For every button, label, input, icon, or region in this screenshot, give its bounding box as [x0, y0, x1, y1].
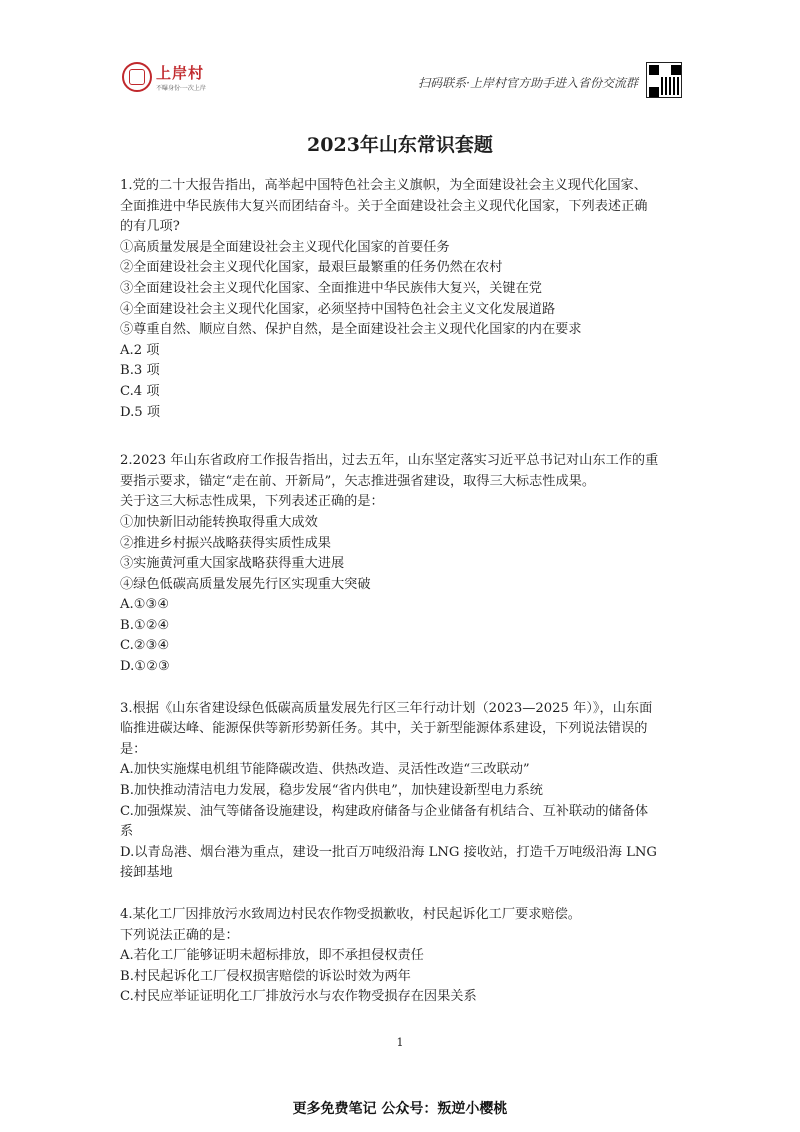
- text-line: 2.2023 年山东省政府工作报告指出，过去五年，山东坚定落实习近平总书记对山东工作的重: [120, 453, 659, 469]
- answer-option: A.加快实施煤电机组节能降碳改造、供热改造、灵活性改造“三改联动”: [120, 762, 530, 778]
- text-line: 下列说法正确的是：: [120, 927, 239, 943]
- statement-item: ②推进乡村振兴战略获得实质性成果: [120, 535, 331, 551]
- answer-option-continued: 系: [120, 824, 134, 840]
- statement-item: ④绿色低碳高质量发展先行区实现重大突破: [120, 576, 371, 592]
- qr-code-icon: [646, 62, 682, 98]
- answer-option: B.3 项: [120, 363, 160, 379]
- answer-option: A.若化工厂能够证明未超标排放，即不承担侵权责任: [120, 948, 424, 964]
- answer-option: C.②③④: [120, 638, 170, 654]
- question-list: [120, 176, 685, 1029]
- question-2: [120, 451, 685, 678]
- footer-note: 更多免费笔记 公众号：叛逆小樱桃: [292, 1101, 508, 1117]
- page-title: 2023年山东常识套题: [307, 134, 493, 156]
- text-line: 要指示要求，锚定“走在前、开新局”，矢志推进强省建设，取得三大标志性成果。: [120, 473, 596, 489]
- text-line: 是：: [120, 741, 147, 757]
- statement-item: ②全面建设社会主义现代化国家，最艰巨最繁重的任务仍然在农村: [120, 260, 503, 276]
- question-1: [120, 176, 685, 423]
- page-header: [122, 62, 682, 102]
- answer-option: B.①②④: [120, 617, 170, 633]
- header-note: 扫码联系·上岸村官方助手进入省份交流群: [418, 76, 638, 90]
- statement-item: ①高质量发展是全面建设社会主义现代化国家的首要任务: [120, 239, 450, 255]
- statement-item: ④全面建设社会主义现代化国家，必须坚持中国特色社会主义文化发展道路: [120, 301, 556, 317]
- text-line: 3.根据《山东省建设绿色低碳高质量发展先行区三年行动计划（2023—2025 年）》，山东面: [120, 700, 653, 716]
- question-3: [120, 699, 685, 884]
- logo-slogan: 不曝身份·一次上岸: [156, 85, 206, 92]
- answer-option: A.①③④: [120, 597, 170, 613]
- text-line: 全面推进中华民族伟大复兴而团结奋斗。关于全面建设社会主义现代化国家，下列表述正确: [120, 198, 648, 214]
- answer-option: C.村民应举证证明化工厂排放污水与农作物受损存在因果关系: [120, 989, 477, 1005]
- logo-name: 上岸村: [156, 64, 205, 82]
- text-line: 4.某化工厂因排放污水致周边村民农作物受损歉收，村民起诉化工厂要求赔偿。: [120, 907, 581, 922]
- text-line: 关于这三大标志性成果，下列表述正确的是：: [120, 494, 384, 510]
- answer-option: B.村民起诉化工厂侵权损害赔偿的诉讼时效为两年: [120, 968, 411, 984]
- question-4: [120, 905, 685, 1008]
- answer-option: D.5 项: [120, 404, 161, 420]
- brand-logo: [122, 62, 212, 98]
- statement-item: ⑤尊重自然、顺应自然、保护自然，是全面建设社会主义现代化国家的内在要求: [120, 322, 582, 338]
- text-line: 的有几项?: [120, 219, 180, 235]
- text-line: 1.党的二十大报告指出，高举起中国特色社会主义旗帜，为全面建设社会主义现代化国家、: [120, 178, 647, 193]
- answer-option: A.2 项: [120, 342, 160, 358]
- answer-option: D.以青岛港、烟台港为重点，建设一批百万吨级沿海 LNG 接收站，打造千万吨级沿海 LNG: [120, 844, 657, 860]
- answer-option: D.①②③: [120, 659, 170, 675]
- answer-option: B.加快推动清洁电力发展，稳步发展“省内供电”，加快建设新型电力系统: [120, 783, 543, 799]
- page-number: 1: [396, 1036, 404, 1049]
- answer-option: C.加强煤炭、油气等储备设施建设，构建政府储备与企业储备有机结合、互补联动的储备体: [120, 803, 649, 819]
- statement-item: ①加快新旧动能转换取得重大成效: [120, 514, 318, 530]
- statement-item: ③全面建设社会主义现代化国家、全面推进中华民族伟大复兴，关键在党: [120, 280, 542, 296]
- text-line: 临推进碳达峰、能源保供等新形势新任务。其中，关于新型能源体系建设，下列说法错误的: [120, 721, 648, 737]
- seal-icon: [122, 62, 152, 92]
- answer-option-continued: 接卸基地: [120, 865, 173, 881]
- statement-item: ③实施黄河重大国家战略获得重大进展: [120, 556, 345, 572]
- answer-option: C.4 项: [120, 383, 160, 399]
